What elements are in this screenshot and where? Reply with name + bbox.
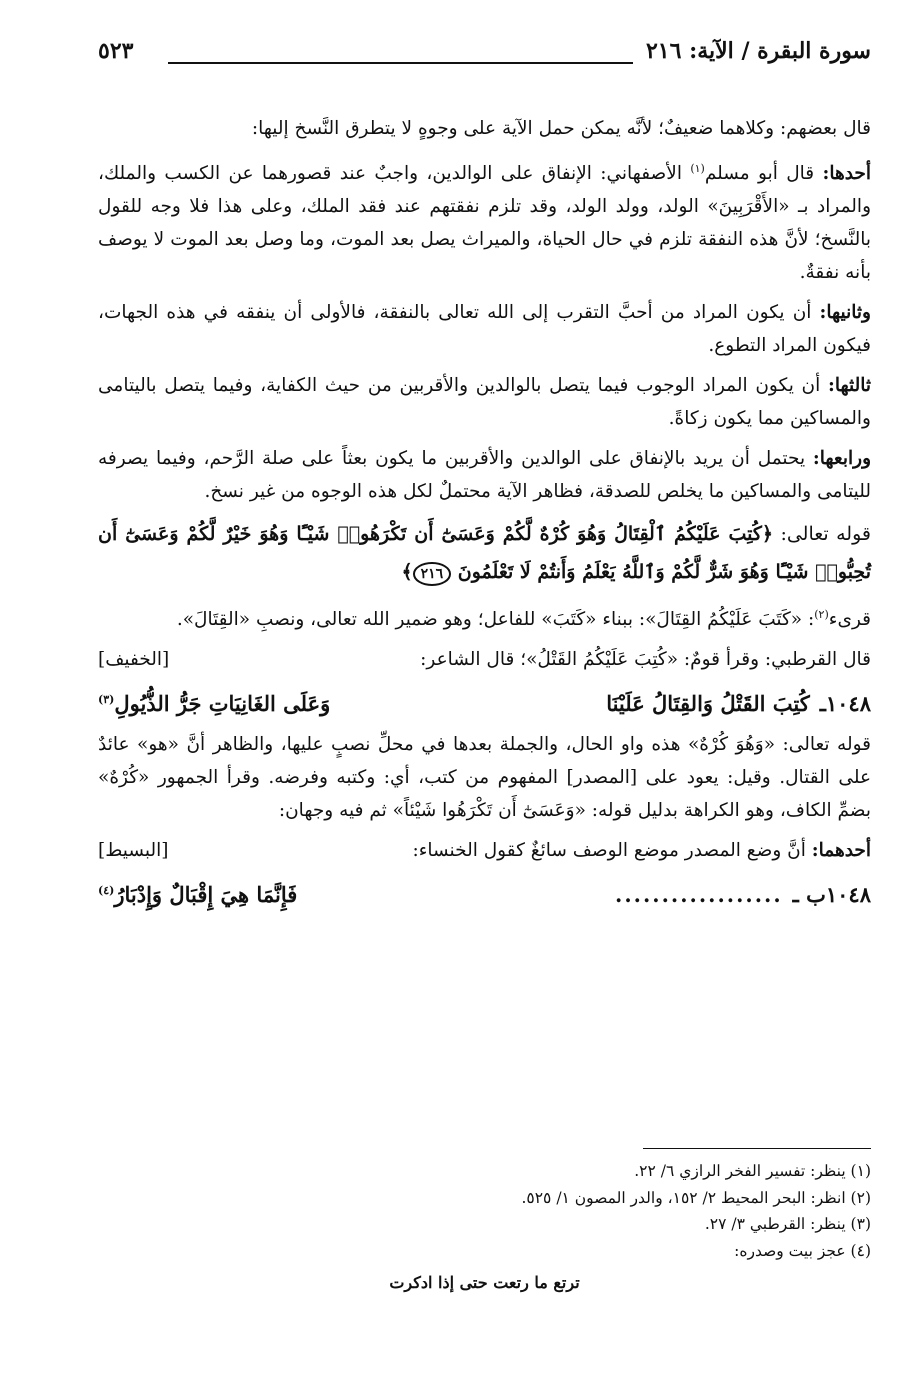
paragraph-lead: ورابعها: [812,448,871,470]
poetic-meter: [الخفيف] [98,649,170,671]
poem-number: ١٠٤٨ب ـ [792,882,871,908]
poetic-meter: [البسيط] [98,840,169,862]
poem-hemistich-missing: .................. [615,882,783,908]
poem-hemistich-first: كُتِبَ القَتْلُ وَالقِتَالُ عَلَيْنَا [606,691,810,717]
paragraph-text: قوله تعالى: «وَهُوَ كُرْهٌ» هذه واو الحال، والجملة بعدها في محلِّ نصبٍ عليها، والظاهر أنَّ «هو» عائدٌ على القتال. وقيل: يعود على [المصدر] المفهوم من كتب، أي: وكتبه وفرضه. وقرأ الجمهور «كُرْهٌ» بضمِّ الكاف، وهو الكراهة بدليل قوله: «وَعَسَىٰٓ أَن تَكْرَهُوا شَيْئاً» ثم فيه وجهان: [98,734,871,822]
footnote-ref[interactable]: (٤) [97,884,115,898]
paragraph-text: قال القرطبي: وقرأ قومٌ: «كُتِبَ عَلَيْكُمُ القَتْلُ»؛ قال الشاعر: [420,649,871,671]
footnote-ref[interactable]: (٢) [814,608,829,622]
page-header [98,38,871,78]
main-text [98,112,871,919]
poem-line [98,683,871,720]
paragraph-text: أنَّ وضع المصدر موضع الوصف سائغٌ كقول الخنساء: [412,840,812,862]
paragraph [98,296,871,362]
poem-hemistich-second [98,683,454,720]
paragraph-text: الأصفهاني: الإنفاق على الوالدين، واجبٌ عند قصورهما عن الكسب والملك، والمراد بـ «الأَقْرَبِينَ» الولد، وولد الولد، وقد تلزم نفقتهم عند فقد الملك، وعلى هذا فلا وجه للقول بالنَّسخ؛ لأنَّ هذه النفقة تلزم في حال الحياة، والميراث يصل بعد الموت، وما وصل بعد الموت لا يوصف بأنه نفقةٌ. [98,163,871,284]
paragraph-text: يحتمل أن يريد بالإنفاق على الوالدين والأقربين ما يكون بعثاً على صلة الرَّحم، وفيما يصرفه لليتامى والمساكين ما يخلص للصدقة، فظاهر الآية محتملٌ لكل هذه الوجوه من غير نسخ. [98,448,871,503]
footnote-ref[interactable]: (٣) [98,693,115,707]
paragraph-text: أن يكون المراد الوجوب فيما يتصل بالوالدين والأقربين من حيث الكفاية، وفيما يتصل باليتامى والمساكين مما يكون زكاةً. [98,375,871,430]
paragraph-lead: أحدها: [822,163,871,185]
paragraph [98,728,871,827]
footnote: (٣) ينظر: القرطبي ٣/ ٢٧. [704,1215,871,1233]
verse-close: ﴾ [401,561,413,584]
paragraph-text: قال أبو مسلم [704,163,823,185]
paragraph-text: قرىء [828,609,871,631]
verse-intro: قوله تعالى: [773,523,871,546]
poem-hemistich-text: وَعَلَى الغَانِيَاتِ جَرُّ الذُّيُولِ [114,691,331,717]
poem-hemistich-second [98,874,440,911]
header-rule [168,62,633,64]
footnote: (١) ينظر: تفسير الفخر الرازي ٦/ ٢٢. [634,1162,871,1180]
paragraph-text: : «كَتَبَ عَلَيْكُمُ القِتَالَ»: ببناء «كَتَبَ» للفاعل؛ وهو ضمير الله تعالى، ونصبِ «القِتَالَ». [176,609,815,631]
paragraph-text: أن يكون المراد من أحبَّ التقرب إلى الله تعالى بالنفقة، فالأولى أن ينفقه في هذه الجهات، فيكون المراد التطوع. [98,302,871,357]
poem-number: ١٠٤٨ـ [819,691,871,717]
paragraph [98,369,871,435]
footnote-ref[interactable]: (١) [690,162,705,175]
paragraph-text: قال بعضهم: وكلاهما ضعيفٌ؛ لأنَّه يمكن حمل الآية على وجوهٍ لا يتطرق النَّسخ إليها: [251,118,871,139]
paragraph [98,442,871,508]
paragraph [98,152,871,289]
paragraph-lead: وثانيها: [819,302,871,324]
footnote: (٢) انظر: البحر المحيط ٢/ ١٥٢، والدر المصون ١/ ٥٢٥. [521,1188,871,1207]
footnotes [98,1158,871,1313]
poem-hemistich-text: فَإِنَّمَا هِيَ إِقْبَالٌ وَإِدْبَارُ [114,882,298,908]
footnote-rule [643,1148,871,1149]
quran-verse [98,515,871,591]
poem-line [98,874,871,911]
page-number: ٥٢٣ [98,38,134,64]
paragraph [98,834,871,867]
verse-number-badge: ٢١٦ [413,562,452,586]
paragraph [98,643,871,676]
footnote-verse: ترتع ما رتعت حتى إذا ادكرت [389,1273,580,1292]
paragraph [98,112,871,145]
footnote: (٤) عجز بيت وصدره: [734,1241,871,1260]
paragraph [98,598,871,636]
paragraph-lead: أحدهما: [811,840,871,862]
paragraph-lead: ثالثها: [828,375,871,397]
verse-text: ﴿كُتِبَ عَلَيْكُمُ ٱلْقِتَالُ وَهُوَ كُرْهٌ لَّكُمْ وَعَسَىٰٓ أَن تَكْرَهُوا۟ شَيْـًٔا وَهُوَ خَيْرٌ لَّكُمْ وَعَسَىٰٓ أَن تُحِبُّوا۟ شَيْـًٔا وَهُوَ شَرٌّ لَّكُمْ وَٱللَّهُ يَعْلَمُ وَأَنتُمْ لَا تَعْلَمُونَ [98,523,871,584]
running-title: سورة البقرة / الآية: ٢١٦ [645,38,871,64]
